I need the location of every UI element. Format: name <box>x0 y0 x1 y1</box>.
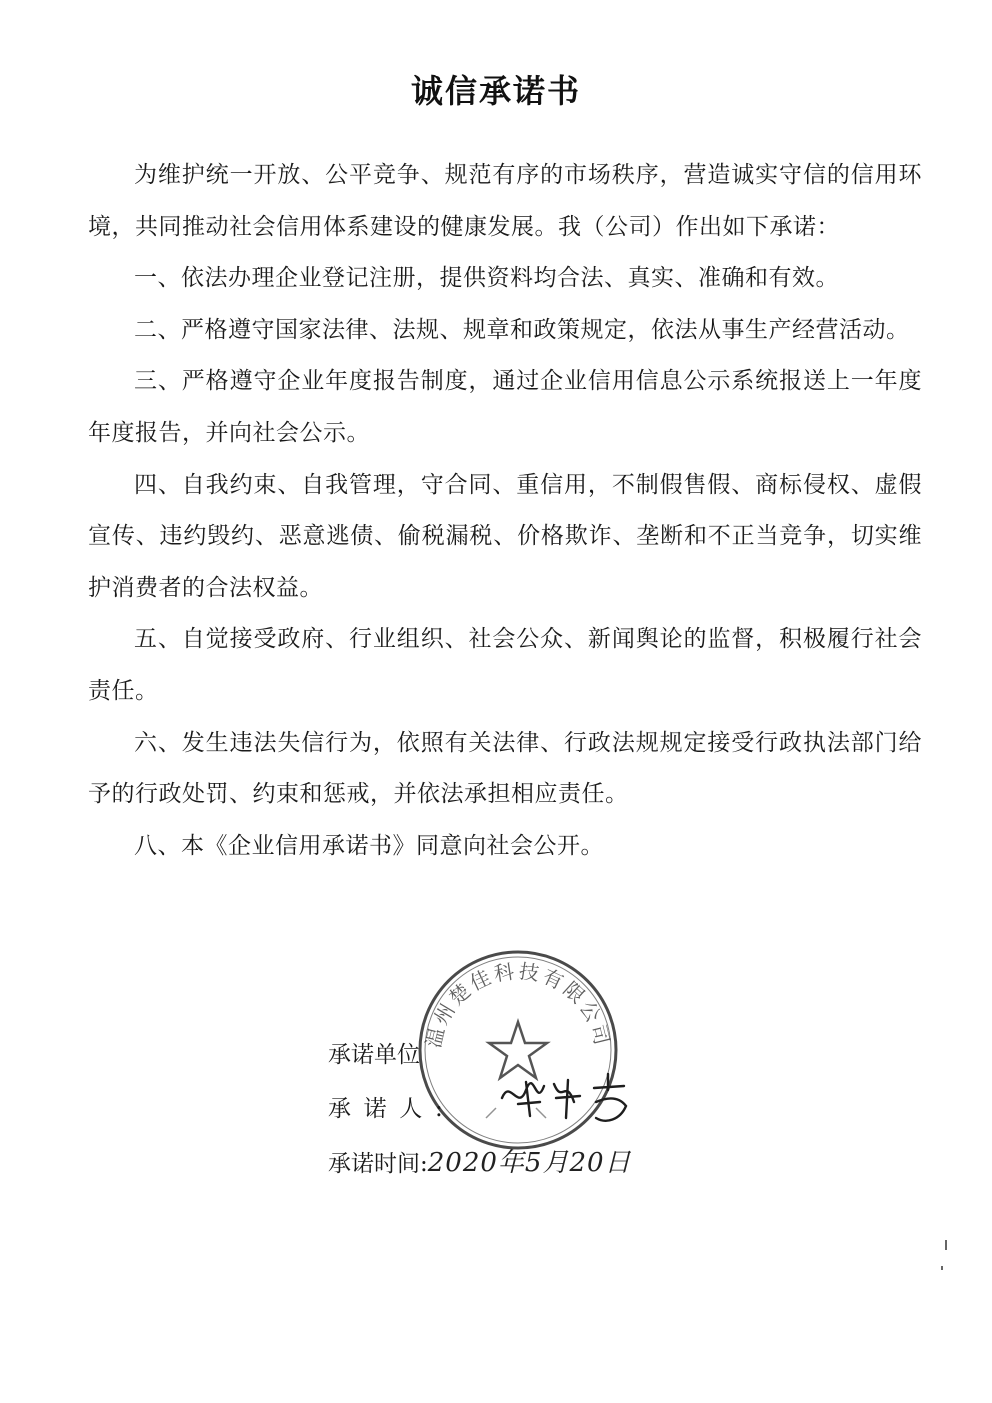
commitment-person-label: 承诺人: <box>328 1096 456 1122</box>
clause-8: 八、本《企业信用承诺书》同意向社会公开。 <box>134 832 604 859</box>
commitment-date-label: 承诺时间: <box>328 1151 428 1177</box>
clause-6: 六、发生违法失信行为，依照有关法律、行政法规规定接受行政执法部门给予的行政处罚、约束和惩戒，并依法承担相应责任。 <box>88 729 922 808</box>
commitment-unit-label: 承诺单位 <box>328 1042 420 1068</box>
clause-4: 四、自我约束、自我管理，守合同、重信用，不制假售假、商标侵权、虚假宣传、违约毁约、恶意逃债、偷税漏税、价格欺诈、垄断和不正当竞争，切实维护消费者的合法权益。 <box>88 471 922 601</box>
commitment-unit-row <box>328 1028 632 1082</box>
commitment-date-value: 2020年5月20日 <box>427 1148 632 1178</box>
clause-2: 二、严格遵守国家法律、法规、规章和政策规定，依法从事生产经营活动。 <box>134 316 910 343</box>
commitment-person-row <box>328 1082 632 1136</box>
commitment-date-row <box>328 1136 632 1191</box>
document-title: 诚信承诺书 <box>410 72 581 110</box>
clause-1: 一、依法办理企业登记注册，提供资料均合法、真实、准确和有效。 <box>134 265 839 292</box>
signature-block <box>328 1028 632 1191</box>
clause-5: 五、自觉接受政府、行业组织、社会公众、新闻舆论的监督，积极履行社会责任。 <box>88 626 922 704</box>
intro-paragraph: 为维护统一开放、公平竞争、规范有序的市场秩序，营造诚实守信的信用环境，共同推动社会信用体系建设的健康发展。我（公司）作出如下承诺： <box>88 162 922 240</box>
scan-mark-icon <box>936 1236 956 1276</box>
document-body <box>88 150 922 872</box>
clause-3: 三、严格遵守企业年度报告制度，通过企业信用信息公示系统报送上一年度年度报告，并向社会公示。 <box>88 368 922 446</box>
svg-text:温州楚佳科技有限公司: 温州楚佳科技有限公司 <box>421 958 615 1051</box>
